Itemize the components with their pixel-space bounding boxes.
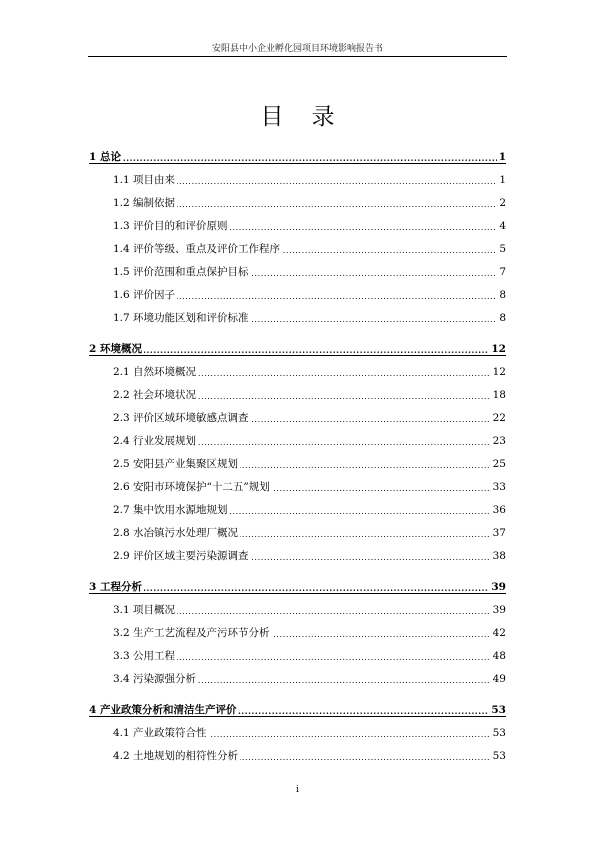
toc-entry-label: 1.2 编制依据 — [113, 197, 176, 209]
toc-entry-label: 2.1 自然环境概况 — [113, 366, 197, 378]
toc-entry-page: 1 — [499, 174, 506, 186]
toc-entry-page: 18 — [492, 389, 506, 401]
toc-section-entry[interactable] — [0, 479, 595, 495]
toc-entry-label: 2 环境概况 — [89, 343, 142, 355]
toc-entry-page: 12 — [492, 366, 506, 378]
page-number: i — [296, 785, 299, 795]
toc-section-entry[interactable] — [0, 725, 595, 741]
toc-entry-label: 3.3 公用工程 — [113, 650, 176, 662]
toc-section-entry[interactable] — [0, 287, 595, 303]
toc-entry-page: 53 — [492, 750, 506, 762]
toc-section-entry[interactable] — [0, 456, 595, 472]
toc-entry-page: 1 — [498, 151, 506, 163]
toc-section-entry[interactable] — [0, 748, 595, 764]
toc-section-entry[interactable] — [0, 387, 595, 403]
toc-entry-label: 2.8 水冶镇污水处理厂概况 — [113, 527, 239, 539]
toc-entry-label: 2.6 安阳市环境保护“十二五”规划 — [113, 481, 270, 493]
toc-entry-label: 4.1 产业政策符合性 — [113, 727, 207, 739]
toc-entry-page: 53 — [492, 727, 506, 739]
toc-entry-page: 37 — [492, 527, 506, 539]
toc-entry-page: 25 — [492, 458, 506, 470]
toc-section-entry[interactable] — [0, 602, 595, 618]
chapter-underline — [89, 355, 506, 356]
toc-section-entry[interactable] — [0, 241, 595, 257]
toc-section-entry[interactable] — [0, 548, 595, 564]
toc-entry-label: 1.3 评价目的和评价原则 — [113, 220, 228, 232]
toc-entry-label: 2.7 集中饮用水源地规划 — [113, 504, 228, 516]
toc-section-entry[interactable] — [0, 433, 595, 449]
toc-entry-page: 8 — [499, 289, 506, 301]
toc-entry-page: 48 — [492, 650, 506, 662]
toc-entry-page: 38 — [492, 550, 506, 562]
toc-entry-label: 1.4 评价等级、重点及评价工作程序 — [113, 243, 281, 255]
toc-entry-label: 3.4 污染源强分析 — [113, 673, 197, 685]
toc-section-entry[interactable] — [0, 172, 595, 188]
toc-section-entry[interactable] — [0, 648, 595, 664]
toc-entry-page: 49 — [492, 673, 506, 685]
toc-section-entry[interactable] — [0, 218, 595, 234]
chapter-underline — [89, 716, 506, 717]
toc-entry-page: 42 — [492, 627, 506, 639]
toc-entry-page: 36 — [492, 504, 506, 516]
toc-entry-page: 2 — [499, 197, 506, 209]
toc-section-entry[interactable] — [0, 671, 595, 687]
toc-entry-label: 2.2 社会环境状况 — [113, 389, 197, 401]
toc-entry-label: 1.7 环境功能区划和评价标准 — [113, 312, 249, 324]
toc-entry-page: 8 — [499, 312, 506, 324]
toc-entry-page: 22 — [492, 412, 506, 424]
toc-entry-page: 39 — [491, 581, 506, 593]
toc-entry-label: 2.9 评价区域主要污染源调查 — [113, 550, 249, 562]
toc-section-entry[interactable] — [0, 195, 595, 211]
chapter-underline — [89, 593, 506, 594]
toc-entry-label: 4 产业政策分析和清洁生产评价 — [89, 704, 237, 716]
running-header: 安阳县中小企业孵化园项目环境影响报告书 — [211, 44, 383, 54]
toc-entry-page: 23 — [492, 435, 506, 447]
toc-entry-label: 1.5 评价范围和重点保护目标 — [113, 266, 249, 278]
toc-section-entry[interactable] — [0, 525, 595, 541]
chapter-underline — [89, 163, 506, 164]
toc-section-entry[interactable] — [0, 364, 595, 380]
toc-entry-page: 4 — [499, 220, 506, 232]
toc-entry-label: 4.2 土地规划的相符性分析 — [113, 750, 239, 762]
toc-entry-label: 3.1 项目概况 — [113, 604, 176, 616]
toc-entry-label: 1.1 项目由来 — [113, 174, 176, 186]
toc-section-entry[interactable] — [0, 502, 595, 518]
toc-entry-label: 2.4 行业发展规划 — [113, 435, 197, 447]
toc-entry-page: 7 — [499, 266, 506, 278]
toc-section-entry[interactable] — [0, 264, 595, 280]
toc-entry-label: 1 总论 — [89, 151, 121, 163]
toc-entry-page: 12 — [491, 343, 506, 355]
toc-entry-label: 3.2 生产工艺流程及产污环节分析 — [113, 627, 270, 639]
toc-entry-page: 39 — [492, 604, 506, 616]
toc-entry-page: 33 — [492, 481, 506, 493]
toc-section-entry[interactable] — [0, 310, 595, 326]
toc-entry-label: 1.6 评价因子 — [113, 289, 176, 301]
toc-entry-page: 5 — [499, 243, 506, 255]
page-title: 目录 — [260, 104, 363, 130]
toc-entry-label: 3 工程分析 — [89, 581, 142, 593]
toc-entry-page: 53 — [491, 704, 506, 716]
toc-entry-label: 2.5 安阳县产业集聚区规划 — [113, 458, 239, 470]
toc-entry-label: 2.3 评价区域环境敏感点调查 — [113, 412, 249, 424]
toc-section-entry[interactable] — [0, 625, 595, 641]
toc-section-entry[interactable] — [0, 410, 595, 426]
